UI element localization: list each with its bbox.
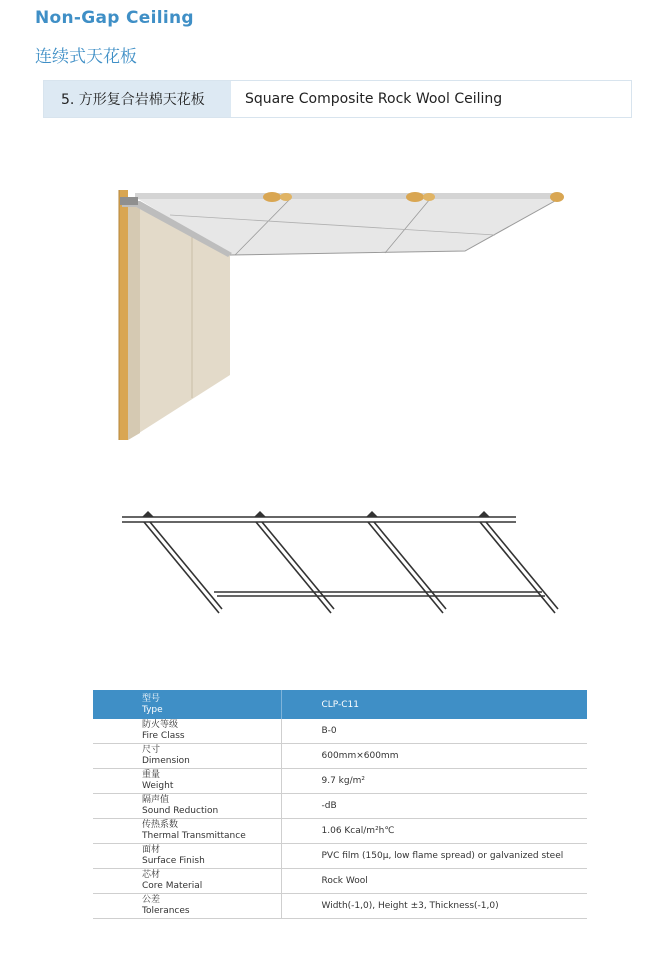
spec-label: 重量 Weight <box>93 769 281 794</box>
spec-header-row <box>93 690 587 719</box>
rock-wool-core <box>423 193 435 201</box>
spec-label: 隔声值 Sound Reduction <box>93 794 281 819</box>
rock-wool-core <box>263 192 281 202</box>
spec-value: PVC film (150μ, low flame spread) or galvanized steel <box>281 844 587 869</box>
spec-label: 公差 Tolerances <box>93 894 281 919</box>
grid-line-drawing <box>118 505 568 620</box>
panel-edge <box>480 522 555 613</box>
section-label-en: Square Composite Rock Wool Ceiling <box>245 91 503 107</box>
spec-header-value: CLP-C11 <box>281 690 587 719</box>
trim-bracket <box>120 197 138 205</box>
spec-header-label: 型号 Type <box>93 690 281 719</box>
panel-edge <box>256 522 331 613</box>
page-subtitle: 连续式天花板 <box>35 47 137 67</box>
panel-edge <box>368 522 443 613</box>
section-heading <box>43 80 632 118</box>
spec-row <box>93 819 587 844</box>
spec-label: 芯材 Core Material <box>93 869 281 894</box>
spec-label: 面材 Surface Finish <box>93 844 281 869</box>
spec-value: 600mm×600mm <box>281 744 587 769</box>
spec-label: 尺寸 Dimension <box>93 744 281 769</box>
spec-value: Rock Wool <box>281 869 587 894</box>
spec-label: 传热系数 Thermal Transmittance <box>93 819 281 844</box>
rock-wool-core <box>280 193 292 201</box>
spec-table <box>93 690 587 919</box>
spec-value: B-0 <box>281 719 587 744</box>
rock-wool-core <box>406 192 424 202</box>
panel-edge <box>144 522 219 613</box>
spec-value: 1.06 Kcal/m²h℃ <box>281 819 587 844</box>
rock-wool-core <box>550 192 564 202</box>
ceiling-illustration <box>110 185 570 445</box>
spec-row <box>93 869 587 894</box>
spec-row <box>93 894 587 919</box>
spec-row <box>93 844 587 869</box>
spec-value: 9.7 kg/m² <box>281 769 587 794</box>
wall-panel-shadow <box>128 203 140 440</box>
spec-row <box>93 744 587 769</box>
spec-label: 防火等级 Fire Class <box>93 719 281 744</box>
section-label-cn: 5. 方形复合岩棉天花板 <box>44 81 231 117</box>
spec-value: Width(-1,0), Height ±3, Thickness(-1,0) <box>281 894 587 919</box>
spec-row <box>93 769 587 794</box>
ceiling-edge <box>135 193 562 199</box>
spec-row <box>93 794 587 819</box>
wall-core-edge <box>119 190 128 440</box>
spec-value: -dB <box>281 794 587 819</box>
page-title: Non-Gap Ceiling <box>35 8 194 28</box>
spec-row <box>93 719 587 744</box>
